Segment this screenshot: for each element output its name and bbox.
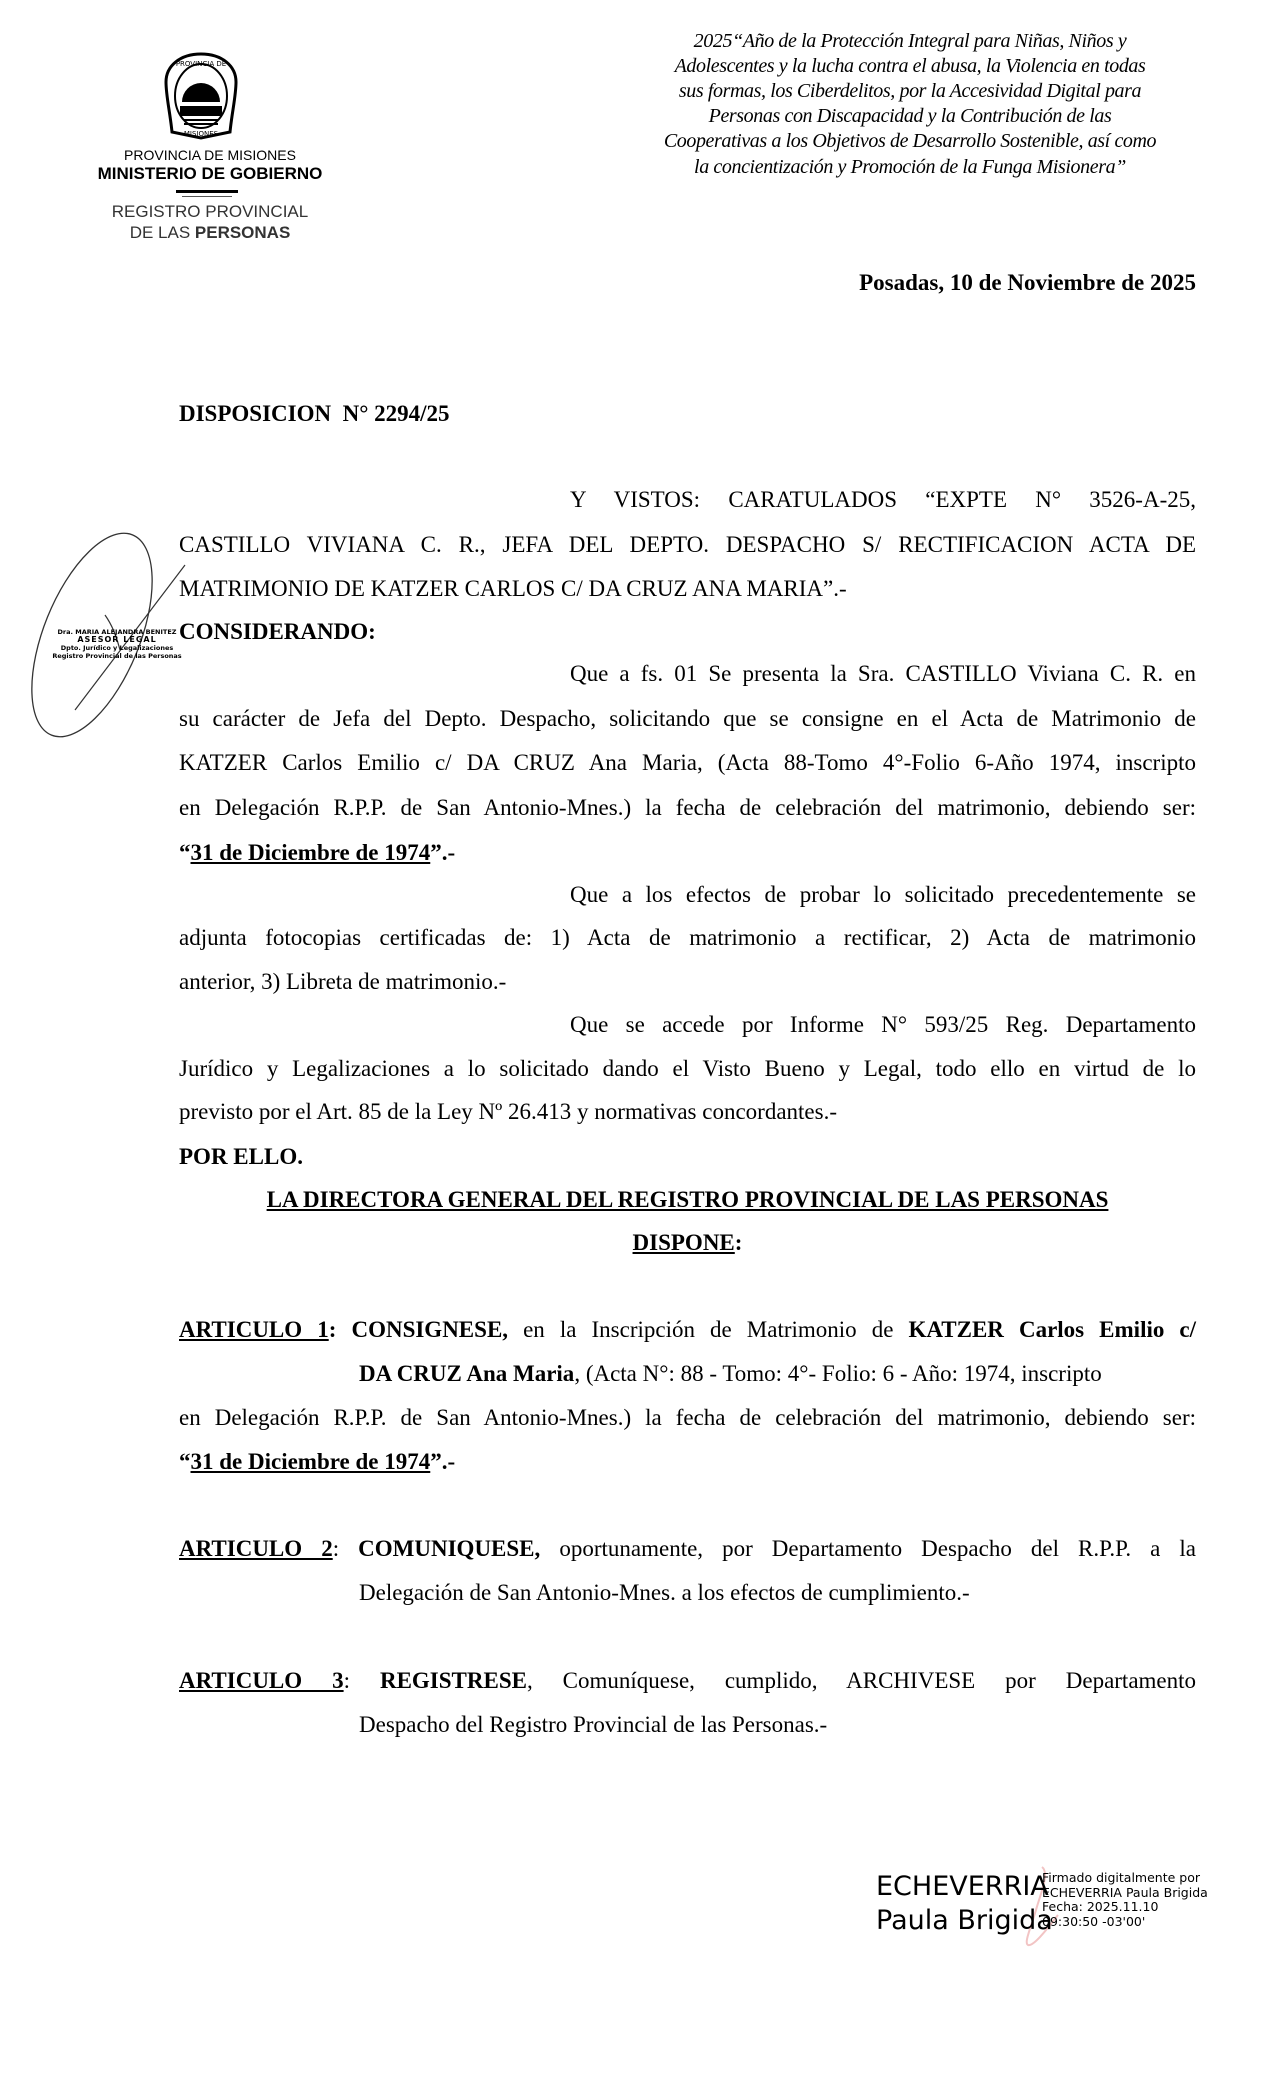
motto-line: 2025“Año de la Protección Integral para Niñas, Niños y	[693, 30, 1127, 52]
registry-label-line1: REGISTRO PROVINCIAL	[111, 202, 309, 221]
divider	[182, 196, 232, 197]
seal-text-top: PROVINCIA DE	[175, 60, 227, 68]
paragraph-line: Que a fs. 01 Se presenta la Sra. CASTILLO Viviana C. R. en	[570, 661, 1196, 686]
article-2-label: ARTICULO 2	[179, 1536, 333, 1561]
paragraph-line: Que a los efectos de probar lo solicitado precedentemente se	[570, 882, 1196, 907]
registry-label-de-las: DE LAS	[129, 223, 195, 242]
article-2-line: ARTICULO 2: COMUNIQUESE, oportunamente, por Departamento Despacho del R.P.P. a la	[179, 1536, 1197, 1561]
registry-label-personas: PERSONAS	[194, 223, 291, 242]
motto-line: Adolescentes y la lucha contra el abusa, la Violencia en todas	[674, 55, 1146, 77]
motto-line: Personas con Discapacidad y la Contribución de las	[708, 105, 1112, 127]
province-seal-icon	[162, 52, 240, 140]
considerando-heading: CONSIDERANDO:	[179, 619, 376, 644]
signature-detail: 09:30:50 -03'00'	[1042, 1913, 1146, 1929]
dispone-heading-line1: LA DIRECTORA GENERAL DEL REGISTRO PROVINCIAL DE LAS PERSONAS	[266, 1187, 1109, 1212]
stamp-line: Dra. MARIA ALEJANDRA BENITEZ	[57, 628, 177, 636]
registry-label-line2	[60, 223, 360, 243]
vistos-line: Y VISTOS: CARATULADOS “EXPTE N° 3526-A-25,	[570, 487, 1196, 512]
dispone-heading-line2: DISPONE:	[632, 1230, 743, 1255]
motto-line: Cooperativas a los Objetivos de Desarrollo Sostenible, así como	[663, 130, 1157, 152]
signature-detail: Fecha: 2025.11.10	[1042, 1899, 1159, 1914]
document-date: Posadas, 10 de Noviembre de 2025	[859, 270, 1196, 295]
paragraph-line: Jurídico y Legalizaciones a lo solicitado dando el Visto Bueno y Legal, todo ello en virtud de lo	[179, 1056, 1196, 1081]
seal-text-bottom: MISIONES	[183, 130, 219, 138]
signature-detail: ECHEVERRIA Paula Brigida	[1042, 1884, 1208, 1900]
paragraph-line: Que se accede por Informe N° 593/25 Reg. Departamento	[570, 1012, 1196, 1037]
paragraph-line: previsto por el Art. 85 de la Ley Nº 26.413 y normativas concordantes.-	[179, 1099, 837, 1124]
signature-detail: Firmado digitalmente por	[1042, 1870, 1200, 1885]
article-3-line: Despacho del Registro Provincial de las Personas.-	[359, 1712, 828, 1737]
article-1-line: en Delegación R.P.P. de San Antonio-Mnes.) la fecha de celebración del matrimonio, debiendo ser:	[179, 1405, 1196, 1430]
document-title: DISPOSICION N° 2294/25	[179, 401, 450, 426]
stamp-line: Dpto. Jurídico y Legalizaciones	[60, 644, 174, 652]
celebration-date: “31 de Diciembre de 1974”.-	[179, 840, 456, 865]
signer-given-names: Paula Brigida	[876, 1905, 1053, 1936]
vistos-line: CASTILLO VIVIANA C. R., JEFA DEL DEPTO. DESPACHO S/ RECTIFICACION ACTA DE	[179, 532, 1196, 557]
paragraph-line: adjunta fotocopias certificadas de: 1) Acta de matrimonio a rectificar, 2) Acta de matrimonio	[179, 925, 1196, 950]
stamp-line: ASESOR LEGAL	[77, 635, 157, 644]
motto-line: sus formas, los Ciberdelitos, por la Accesividad Digital para	[678, 80, 1142, 102]
divider	[176, 190, 238, 193]
celebration-date-value: 31 de Diciembre de 1974	[190, 840, 431, 865]
article-3-line: ARTICULO 3: REGISTRESE, Comuníquese, cumplido, ARCHIVESE por Departamento	[179, 1668, 1197, 1693]
article-1-line: DA CRUZ Ana Maria, (Acta N°: 88 - Tomo: 4°- Folio: 6 - Año: 1974, inscripto	[359, 1361, 1102, 1386]
article-2-line: Delegación de San Antonio-Mnes. a los efectos de cumplimiento.-	[359, 1580, 970, 1605]
ministry-label: MINISTERIO DE GOBIERNO	[97, 164, 323, 183]
article-1-label: ARTICULO 1	[179, 1317, 329, 1342]
stamp-line: Registro Provincial de las Personas	[52, 652, 182, 660]
vistos-line: MATRIMONIO DE KATZER CARLOS C/ DA CRUZ ANA MARIA”.-	[179, 576, 847, 601]
paragraph-line: en Delegación R.P.P. de San Antonio-Mnes.) la fecha de celebración del matrimonio, debiendo ser:	[179, 795, 1196, 820]
paragraph-line: su carácter de Jefa del Depto. Despacho, solicitando que se consigne en el Acta de Matrimonio de	[179, 706, 1196, 731]
article-3-label: ARTICULO 3	[179, 1668, 344, 1693]
article-1-line: ARTICULO 1: CONSIGNESE, en la Inscripción de Matrimonio de KATZER Carlos Emilio c/	[179, 1317, 1197, 1342]
motto-line: la concientización y Promoción de la Funga Misionera”	[694, 156, 1126, 178]
province-label: PROVINCIA DE MISIONES	[124, 147, 296, 163]
article-1-date: “31 de Diciembre de 1974”.-	[179, 1449, 456, 1474]
por-ello: POR ELLO.	[179, 1144, 303, 1169]
paragraph-line: KATZER Carlos Emilio c/ DA CRUZ Ana Maria, (Acta 88-Tomo 4°-Folio 6-Año 1974, inscripto	[179, 750, 1196, 775]
signer-surname: ECHEVERRIA	[876, 1871, 1049, 1902]
paragraph-line: anterior, 3) Libreta de matrimonio.-	[179, 969, 507, 994]
digital-signature	[870, 1865, 1230, 1955]
legal-advisor-stamp	[20, 525, 190, 755]
